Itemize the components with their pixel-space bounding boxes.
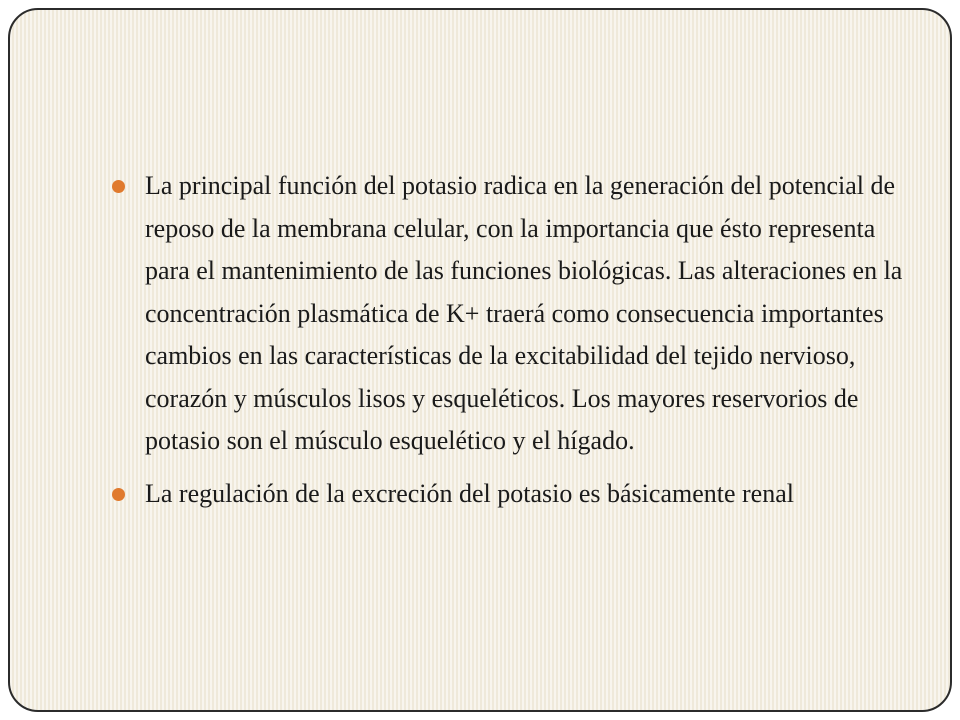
bullet-text-2: La regulación de la excreción del potasio es básicamente renal xyxy=(145,478,794,508)
bullet-text-1: La principal función del potasio radica en la generación del potencial de reposo de la membrana celular, con la importancia que ésto representa para el mantenimiento de las funciones biológicas. Las alteraciones en la concentración plasmática de K+ traerá como consecuencia importantes cambios en las características de la excitabilidad del tejido nervioso, corazón y músculos lisos y esqueléticos. Los mayores reservorios de potasio son el músculo esquelético y el hígado. xyxy=(145,171,903,455)
slide-frame xyxy=(8,8,952,712)
bullet-dot-icon xyxy=(112,488,125,501)
bullet-item-1 xyxy=(108,165,908,463)
bullet-dot-icon xyxy=(112,180,125,193)
slide-content xyxy=(108,165,908,525)
bullet-item-2 xyxy=(108,473,908,516)
